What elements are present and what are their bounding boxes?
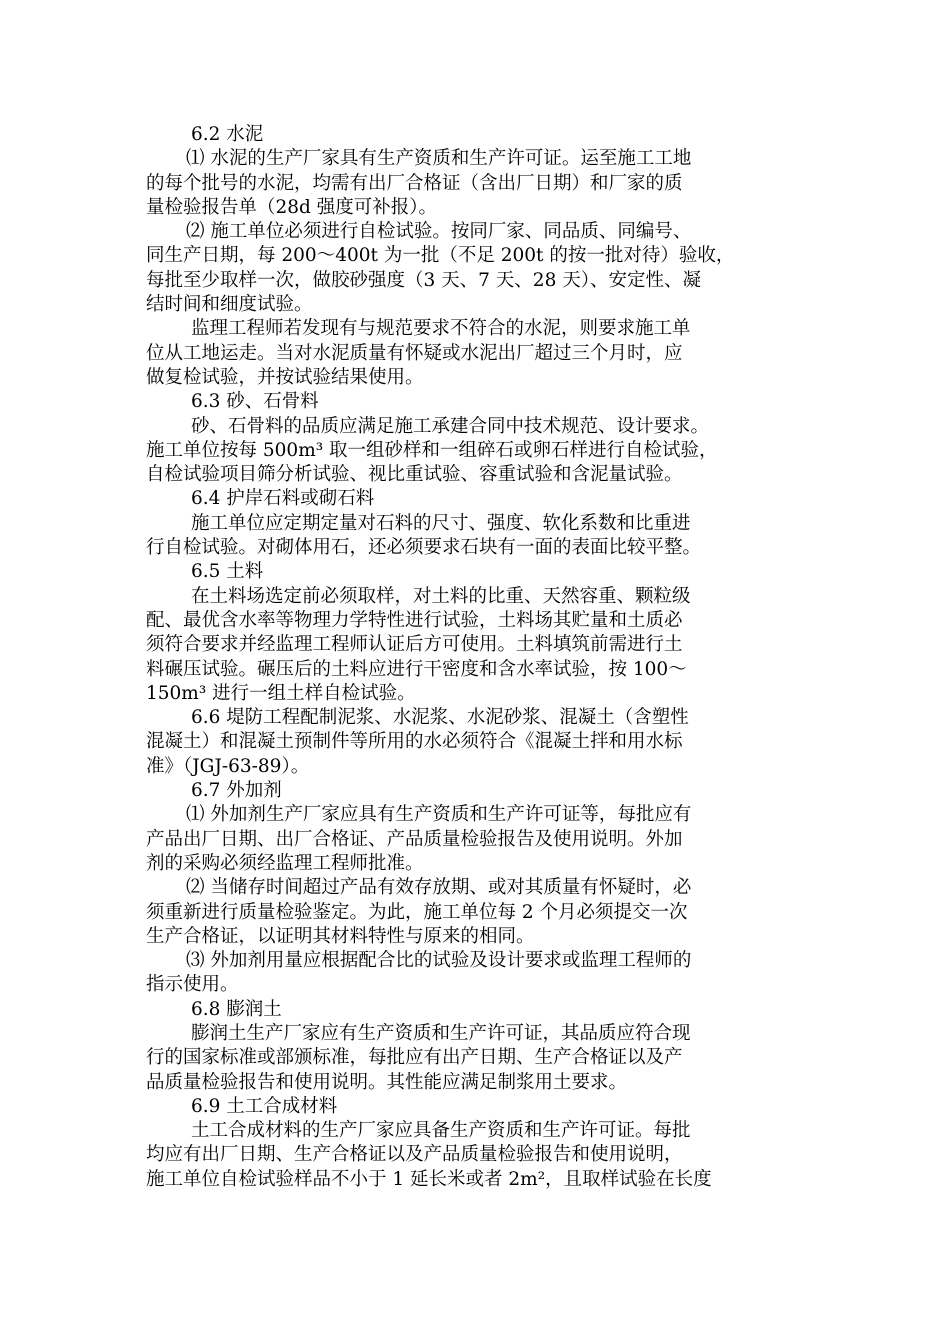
text-line: 配、最优含水率等物理力学特性进行试验，土料场其贮量和土质必 — [146, 609, 683, 631]
text-line: 产品出厂日期、出厂合格证、产品质量检验报告及使用说明。外加 — [146, 828, 683, 850]
text-line: 监理工程师若发现有与规范要求不符合的水泥，则要求施工单 — [191, 318, 691, 340]
text-line: 剂的采购必须经监理工程师批准。 — [146, 852, 424, 874]
text-line: 品质量检验报告和使用说明。其性能应满足制浆用土要求。 — [146, 1071, 628, 1093]
text-line: 均应有出厂日期、生产合格证以及产品质量检验报告和使用说明， — [146, 1144, 683, 1166]
text-line: 行自检试验。对砌体用石，还必须要求石块有一面的表面比较平整。 — [146, 537, 702, 559]
text-line: 6.5 土料 — [191, 561, 264, 583]
text-line: 施工单位应定期定量对石料的尺寸、强度、软化系数和比重进 — [191, 512, 691, 534]
text-line: 6.9 土工合成材料 — [191, 1095, 338, 1117]
text-line: 混凝土）和混凝土预制件等所用的水必须符合《混凝土拌和用水标 — [146, 731, 683, 753]
text-line: 同生产日期，每 200～400t 为一批（不足 200t 的按一批对待）验收， — [146, 245, 735, 267]
text-line: 自检试验项目筛分析试验、视比重试验、容重试验和含泥量试验。 — [146, 464, 683, 486]
text-line: ⑵ 施工单位必须进行自检试验。按同厂家、同品质、同编号、 — [186, 221, 692, 243]
text-line: 每批至少取样一次，做胶砂强度（3 天、7 天、28 天）、安定性、凝 — [146, 269, 701, 291]
text-line: 施工单位自检试验样品不小于 1 延长米或者 2m²，且取样试验在长度 — [146, 1168, 712, 1190]
text-line: 6.6 堤防工程配制泥浆、水泥浆、水泥砂浆、混凝土（含塑性 — [191, 707, 689, 729]
text-line: 6.8 膨润土 — [191, 998, 282, 1020]
text-line: 砂、石骨料的品质应满足施工承建合同中技术规范、设计要求。 — [191, 415, 710, 437]
text-line: 6.2 水泥 — [191, 124, 264, 145]
text-line: 膨润土生产厂家应有生产资质和生产许可证，其品质应符合现 — [191, 1022, 691, 1044]
text-line: 须重新进行质量检验鉴定。为此，施工单位每 2 个月必须提交一次 — [146, 901, 688, 923]
text-line: 位从工地运走。当对水泥质量有怀疑或水泥出厂超过三个月时，应 — [146, 342, 683, 364]
document-body — [146, 123, 806, 1192]
text-line: 6.4 护岸石料或砌石料 — [191, 488, 375, 510]
text-line: ⑶ 外加剂用量应根据配合比的试验及设计要求或监理工程师的 — [186, 950, 692, 972]
text-line: 结时间和细度试验。 — [146, 294, 313, 316]
text-line: 在土料场选定前必须取样，对土料的比重、天然容重、颗粒级 — [191, 585, 691, 607]
text-line: 6.3 砂、石骨料 — [191, 391, 319, 413]
text-line: 150m³ 进行一组土样自检试验。 — [146, 682, 416, 704]
text-line: 生产合格证，以证明其材料特性与原来的相同。 — [146, 925, 535, 947]
text-line: 准》（JGJ-63-89）。 — [146, 755, 310, 777]
text-line: 做复检试验，并按试验结果使用。 — [146, 366, 424, 388]
text-line: ⑴ 水泥的生产厂家具有生产资质和生产许可证。运至施工工地 — [186, 148, 692, 170]
text-line: ⑴ 外加剂生产厂家应具有生产资质和生产许可证等，每批应有 — [186, 804, 692, 826]
text-line: 土工合成材料的生产厂家应具备生产资质和生产许可证。每批 — [191, 1120, 691, 1142]
text-line: 6.7 外加剂 — [191, 780, 282, 802]
text-line: 须符合要求并经监理工程师认证后方可使用。土料填筑前需进行土 — [146, 634, 683, 656]
text-line: 量检验报告单（28d 强度可补报）。 — [146, 196, 438, 218]
text-line: 施工单位按每 500m³ 取一组砂样和一组碎石或卵石样进行自检试验， — [146, 439, 718, 461]
text-line: 指示使用。 — [146, 974, 239, 996]
text-line: 料碾压试验。碾压后的土料应进行干密度和含水率试验，按 100～ — [146, 658, 687, 680]
text-line: ⑵ 当储存时间超过产品有效存放期、或对其质量有怀疑时，必 — [186, 877, 692, 899]
text-line: 的每个批号的水泥，均需有出厂合格证（含出厂日期）和厂家的质 — [146, 172, 683, 194]
text-line: 行的国家标准或部颁标准，每批应有出产日期、生产合格证以及产 — [146, 1047, 683, 1069]
